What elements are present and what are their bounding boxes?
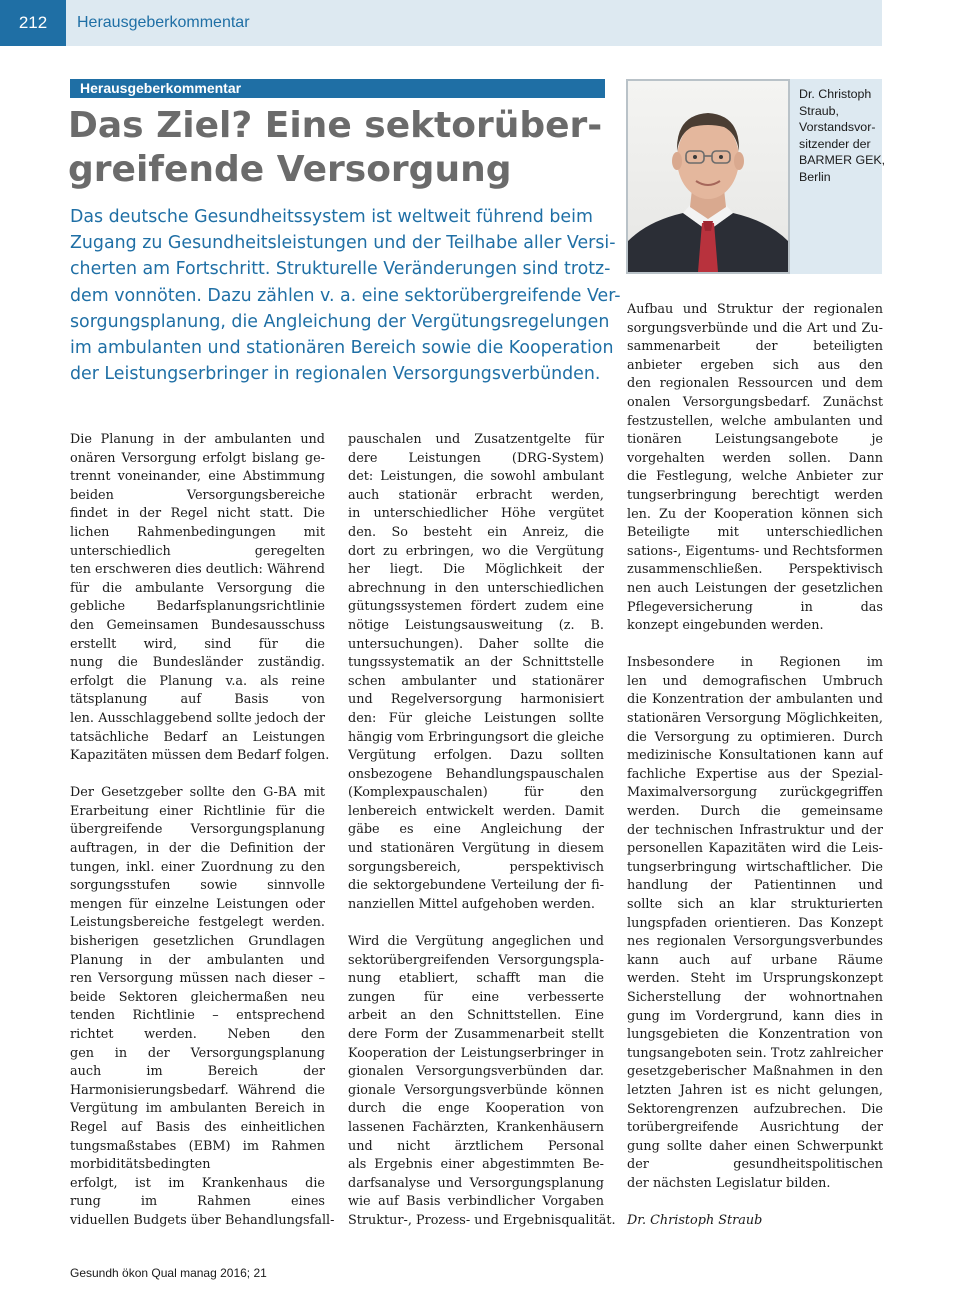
body-line: tionären Leistungsangebote je bbox=[627, 432, 883, 448]
body-line: pauschalen und Zusatzentgelte für bbox=[348, 432, 604, 447]
body-line: zusammenschließen. Perspektivisch bbox=[627, 562, 883, 578]
body-line: bisherigen gesetzlichen Grundlagen bbox=[70, 934, 325, 950]
body-line: len. Ausschlaggebend sollte jedoch der bbox=[70, 710, 325, 726]
body-line: sorgungsstufen sowie sinnvolle bbox=[70, 878, 325, 894]
body-line: mengen für einzelne Leistungen oder bbox=[70, 896, 325, 912]
body-line: fachliche Expertise aus der Spezial- bbox=[627, 766, 883, 782]
body-line: gung im Vordergrund, kann dies in bbox=[627, 1008, 883, 1024]
body-line: schen ambulanter und stationärer bbox=[348, 673, 604, 689]
body-line: stationären Versorgung Möglichkeiten, bbox=[627, 711, 883, 727]
paragraph-gap bbox=[70, 766, 325, 785]
body-line: den: Für gleiche Leistungen sollte bbox=[348, 710, 604, 726]
body-line: onalen Versorgungsbedarf. Zunächst bbox=[627, 394, 883, 410]
body-line: als Ergebnis einer abgestimmten Be- bbox=[348, 1157, 604, 1173]
body-line: det: Leistungen, die sowohl ambulant bbox=[348, 469, 604, 485]
body-line: Vergütung erfolgen. Dazu sollten bbox=[348, 748, 604, 764]
body-line: nung die Bundesländer zuständig. bbox=[70, 655, 325, 671]
lead-line: im ambulanten und stationären Bereich sowie die Kooperation bbox=[70, 338, 614, 359]
body-line: torübergreifende Ausrichtung der bbox=[627, 1120, 883, 1136]
body-line: hängig vom Erbringungsort die gleiche bbox=[348, 729, 604, 745]
body-line: festzustellen, welche ambulanten und bbox=[627, 413, 883, 429]
body-line: onären Versorgung erfolgt bislang ge- bbox=[70, 450, 325, 466]
paragraph-gap bbox=[348, 914, 604, 933]
body-line: der gesundheitspolitischen bbox=[627, 1157, 883, 1173]
lead-line: Zugang zu Gesundheitsleistungen und der Teilhabe aller Versi- bbox=[70, 233, 616, 254]
body-line: tungsangeboten sein. Trotz zahlreicher bbox=[627, 1045, 883, 1061]
title-line: Das Ziel? Eine sektorüber- bbox=[68, 105, 603, 146]
body-line: lungsgebieten die Konzentration von bbox=[627, 1027, 883, 1043]
body-line: abrechnung in den unterschiedlichen bbox=[348, 580, 604, 596]
running-head: Herausgeberkommentar bbox=[77, 14, 250, 31]
body-column-3 bbox=[627, 301, 883, 1231]
body-line: lassenen Fachärzten, Krankenhäusern bbox=[348, 1119, 604, 1135]
body-line: Planung in der ambulanten und bbox=[70, 952, 325, 968]
author-portrait-image bbox=[628, 81, 788, 272]
body-line: handlung der Patientinnen und bbox=[627, 878, 883, 894]
body-line: gäbe es eine Angleichung der bbox=[348, 822, 604, 838]
body-line: nung etabliert, schafft man die bbox=[348, 971, 604, 987]
body-line: nes regionalen Versorgungsverbundes bbox=[627, 934, 883, 950]
body-line: auftragen, in der die Definition der bbox=[70, 841, 325, 857]
body-line: durch die enge Kooperation von bbox=[348, 1101, 604, 1117]
body-line: der technischen Infrastruktur und der bbox=[627, 822, 883, 838]
body-line: unterschiedlich geregelten bbox=[70, 543, 325, 559]
body-line: personellen Kapazitäten wird die Leis- bbox=[627, 841, 883, 857]
body-line: beide Sektoren gleichermaßen neu bbox=[70, 989, 325, 1005]
author-photo bbox=[626, 79, 790, 274]
body-line: richtet werden. Neben den bbox=[70, 1027, 325, 1042]
body-line: onsbezogene Behandlungspauschalen bbox=[348, 766, 604, 782]
body-line: viduellen Budgets über Behandlungsfall- bbox=[70, 1212, 335, 1228]
body-line: auch stationär erbracht werden, bbox=[348, 487, 604, 503]
body-line: nen auch Leistungen der gesetzlichen bbox=[627, 580, 883, 596]
body-line: und Regelversorgung harmonisiert bbox=[348, 692, 604, 708]
body-line: darfsanalyse und Versorgungsplanung bbox=[348, 1175, 604, 1191]
body-line: gütungssystemen fördert zudem eine bbox=[348, 599, 604, 615]
author-caption bbox=[799, 86, 886, 185]
body-line: den regionalen Ressourcen und dem bbox=[627, 376, 883, 392]
body-line: ren Versorgung müssen nach dieser – bbox=[70, 971, 325, 987]
body-line: vorgehalten werden sollen. Dann bbox=[627, 450, 883, 466]
body-line: Erarbeitung einer Richtlinie für die bbox=[70, 803, 325, 819]
body-line: Wird die Vergütung angeglichen und bbox=[348, 934, 604, 950]
body-line: übergreifende Versorgungsplanung bbox=[70, 822, 325, 838]
body-line: kann auch auf urbane Räume bbox=[627, 952, 883, 968]
body-line: gionalen Versorgungsverbünden dar. bbox=[348, 1064, 604, 1080]
article-lead bbox=[70, 204, 621, 387]
body-line: Insbesondere in Regionen im bbox=[627, 655, 883, 671]
body-line: lungspfaden orientieren. Das Konzept bbox=[627, 915, 883, 931]
body-column-2 bbox=[348, 431, 616, 1231]
body-line: Vergütung im ambulanten Bereich in bbox=[70, 1101, 325, 1117]
body-line: tungsmaßstabes (EBM) im Rahmen bbox=[70, 1138, 325, 1154]
body-line: Maximalversorgung zurückgegriffen bbox=[627, 785, 883, 801]
body-line: Struktur-, Prozess- und Ergebnisqualität. bbox=[348, 1212, 616, 1228]
body-line: morbiditätsbedingten bbox=[70, 1157, 211, 1173]
paragraph-gap bbox=[627, 1194, 883, 1213]
lead-line: cherten am Fortschritt. Strukturelle Veränderungen sind trotz- bbox=[70, 259, 611, 280]
body-line: die Festlegung, welche Anbieter zur bbox=[627, 469, 883, 485]
body-line: lichen Rahmenbedingungen mit bbox=[70, 524, 325, 540]
body-line: Die Planung in der ambulanten und bbox=[70, 432, 325, 447]
body-line: sammenarbeit der beteiligten bbox=[627, 339, 883, 355]
body-line: Sicherstellung der wohnortnahen bbox=[627, 989, 883, 1005]
body-line: Pflegeversicherung in das bbox=[627, 599, 883, 615]
body-line: dere Leistungen (DRG-System) bbox=[348, 450, 604, 466]
paragraph-gap bbox=[627, 636, 883, 655]
body-line: den Gemeinsamen Bundesausschuss bbox=[70, 617, 325, 633]
body-line: konzept eingebunden werden. bbox=[627, 618, 824, 634]
body-line: in unterschiedlicher Höhe vergütet bbox=[348, 506, 604, 522]
body-line: werden. Durch die gemeinsame bbox=[627, 804, 883, 820]
body-line: Regel auf Basis des einheitlichen bbox=[70, 1119, 325, 1135]
caption-line: Vorstandsvor- bbox=[799, 120, 876, 134]
body-line: sorgungsbereich, perspektivisch bbox=[348, 859, 604, 875]
body-line: gebliche Bedarfsplanungsrichtlinie bbox=[70, 599, 325, 615]
body-line: die sektorgebundene Verteilung der fi- bbox=[348, 878, 604, 894]
body-line: für die ambulante Versorgung die bbox=[70, 580, 325, 596]
lead-line: der Leistungserbringer in regionalen Versorgungsverbünden. bbox=[70, 364, 601, 385]
body-line: auch im Bereich der bbox=[70, 1064, 325, 1080]
body-line: gesetzgeberischer Maßnahmen in den bbox=[627, 1064, 883, 1080]
body-line: trennt voneinander, eine Abstimmung bbox=[70, 469, 325, 485]
body-line: gung sollte daher einen Schwerpunkt bbox=[627, 1138, 883, 1154]
page-number: 212 bbox=[0, 0, 66, 46]
body-line: werden. Steht im Ursprungskonzept bbox=[627, 971, 883, 987]
body-line: sorgungsverbünde und die Art und Zu- bbox=[627, 320, 883, 336]
body-line: erstellt wird, sind für die bbox=[70, 636, 325, 652]
body-line: und stationären Vergütung in diesem bbox=[348, 841, 604, 857]
body-line: wie auf Basis verbindlicher Vorgaben bbox=[348, 1194, 604, 1210]
body-line: len und demografischen Umbruch bbox=[627, 673, 883, 689]
body-line: beiden Versorgungsbereiche bbox=[70, 487, 325, 503]
lead-line: sorgungsplanung, die Angleichung der Vergütungsregelungen bbox=[70, 311, 610, 332]
body-line: tungssystematik an der Schnittstelle bbox=[348, 655, 604, 671]
body-line: anbieter ergeben sich aus den bbox=[627, 357, 883, 373]
lead-line: dem vonnöten. Dazu zählen v. a. eine sektorübergreifende Ver- bbox=[70, 285, 621, 306]
body-line: und nicht ärztlichem Personal bbox=[348, 1138, 604, 1154]
body-line: Kooperation der Leistungserbringer in bbox=[348, 1045, 604, 1061]
body-line: die Konzentration der ambulanten und bbox=[627, 692, 883, 708]
body-line: Leistungsbereiche festgelegt werden. bbox=[70, 915, 325, 931]
footer-citation: Gesundh ökon Qual manag 2016; 21 bbox=[70, 1266, 267, 1280]
body-line: der nächsten Legislatur bilden. bbox=[627, 1175, 831, 1191]
body-line: findet in der Regel nicht statt. Die bbox=[70, 506, 325, 522]
body-line: Der Gesetzgeber sollte den G-BA mit bbox=[70, 785, 325, 801]
article-title bbox=[68, 104, 608, 192]
caption-line: sitzender der bbox=[799, 136, 871, 151]
body-line: gen in der Versorgungsplanung bbox=[70, 1045, 325, 1061]
body-line: den. So besteht ein Anreiz, die bbox=[348, 524, 604, 540]
section-tag: Herausgeberkommentar bbox=[70, 79, 605, 98]
caption-line: Dr. Christoph bbox=[799, 87, 872, 101]
body-line: lenbereich entwickelt werden. Damit bbox=[348, 803, 604, 819]
body-line: tatsächliche Bedarf an Leistungen bbox=[70, 729, 325, 745]
body-line: Kapazitäten müssen dem Bedarf folgen. bbox=[70, 748, 330, 764]
body-line: rung im Rahmen eines bbox=[70, 1194, 325, 1210]
body-line: tätsplanung auf Basis von bbox=[70, 692, 325, 708]
body-line: medizinische Konsultationen kann auf bbox=[627, 748, 883, 764]
body-line: her liegt. Die Möglichkeit der bbox=[348, 562, 604, 578]
body-line: sations-, Eigentums- und Rechtsformen bbox=[627, 543, 883, 559]
author-signature: Dr. Christoph Straub bbox=[627, 1213, 763, 1229]
body-line: sollte sich an klar strukturierten bbox=[627, 897, 883, 912]
caption-line: Straub, bbox=[799, 103, 839, 118]
body-line: len. Zu der Kooperation können sich bbox=[627, 506, 883, 522]
body-line: dort zu erbringen, wo die Vergütung bbox=[348, 543, 604, 559]
body-line: Harmonisierungsbedarf. Während die bbox=[70, 1082, 325, 1098]
lead-line: Das deutsche Gesundheitssystem ist weltweit führend beim bbox=[70, 207, 593, 227]
body-column-1 bbox=[70, 431, 335, 1231]
body-line: tungserbringung wirtschaftlicher. Die bbox=[627, 859, 883, 875]
body-line: Aufbau und Struktur der regionalen bbox=[627, 302, 883, 317]
body-line: (Komplexpauschalen) für den bbox=[348, 785, 604, 801]
body-line: gionale Versorgungsverbünde können bbox=[348, 1082, 604, 1098]
body-line: zungen für eine verbesserte bbox=[348, 989, 604, 1005]
caption-line: BARMER GEK, bbox=[799, 153, 886, 167]
body-line: untersuchungen). Daher sollte die bbox=[348, 636, 604, 652]
body-line: tungserbringung berechtigt werden bbox=[627, 487, 883, 503]
body-line: arbeit an den Schnittstellen. Eine bbox=[348, 1008, 604, 1024]
body-line: Beteiligte mit unterschiedlichen bbox=[627, 525, 883, 541]
body-line: erfolgt, ist im Krankenhaus die bbox=[70, 1175, 325, 1191]
body-line: tenden Richtlinie – entsprechend bbox=[70, 1008, 325, 1024]
body-line: ten erschweren dies deutlich: Während bbox=[70, 562, 325, 578]
body-line: tungen, inkl. einer Zuordnung zu den bbox=[70, 859, 325, 875]
body-line: dere Form der Zusammenarbeit stellt bbox=[348, 1027, 604, 1042]
body-line: Sektorengrenzen aufzubrechen. Die bbox=[627, 1101, 883, 1117]
title-line: greifende Versorgung bbox=[68, 149, 512, 190]
body-line: letzten Jahren ist es nicht gelungen, bbox=[627, 1082, 883, 1098]
caption-line: Berlin bbox=[799, 169, 831, 184]
body-line: die Versorgung zu optimieren. Durch bbox=[627, 729, 883, 745]
body-line: sektorübergreifenden Versorgungspla- bbox=[348, 952, 604, 968]
body-line: erfolgt die Planung v.a. als reine bbox=[70, 673, 325, 689]
body-line: nötige Leistungsausweitung (z. B. bbox=[348, 617, 604, 633]
body-line: nanziellen Mittel aufgehoben werden. bbox=[348, 896, 595, 912]
